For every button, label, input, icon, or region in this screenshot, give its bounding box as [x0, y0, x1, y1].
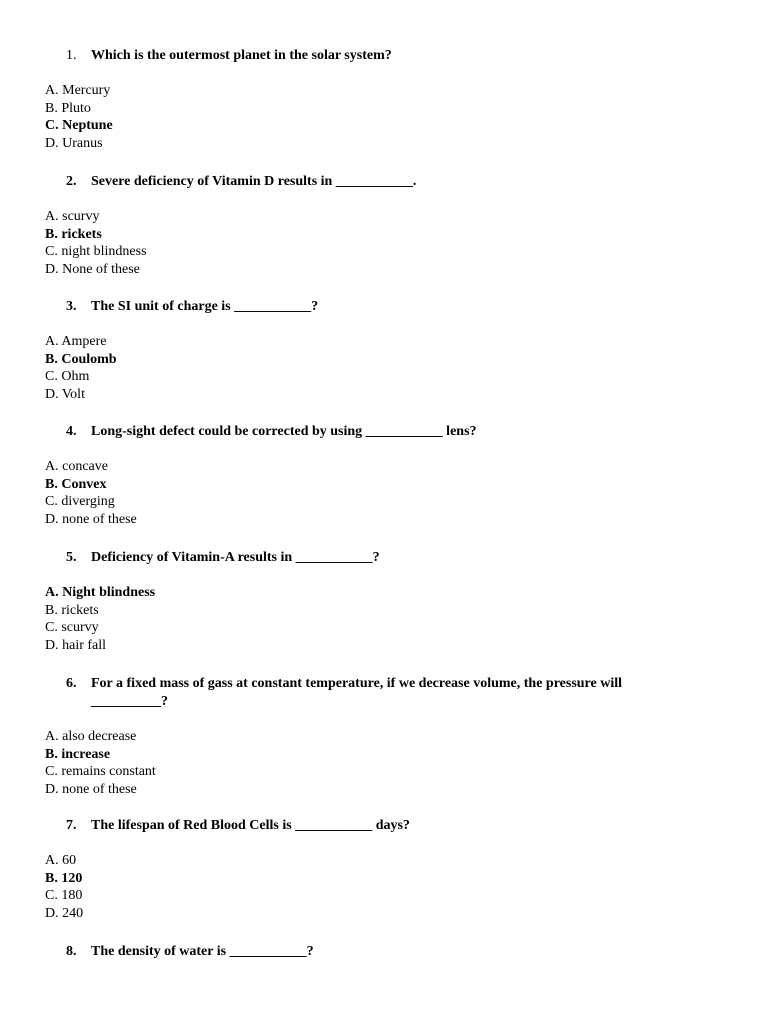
option-letter: C.: [45, 620, 58, 636]
option-b: [0, 870, 768, 888]
option-text: scurvy: [61, 620, 99, 636]
option-list: [0, 82, 768, 152]
option-letter: A.: [45, 585, 59, 600]
option-d: [0, 135, 768, 153]
option-letter: A.: [45, 83, 59, 98]
option-letter: B.: [45, 100, 58, 116]
option-text: rickets: [61, 602, 99, 618]
option-letter: C.: [45, 888, 58, 904]
option-letter: D.: [45, 386, 59, 402]
question-text: Which is the outermost planet in the solar system?: [91, 48, 392, 63]
option-text: none of these: [62, 511, 137, 527]
question-2: [0, 173, 768, 278]
question-8: [0, 943, 768, 961]
question-text: Long-sight defect could be corrected by using ___________ lens?: [91, 424, 477, 439]
option-a: [0, 852, 768, 870]
option-text: Coulomb: [61, 351, 117, 367]
option-letter: D.: [45, 511, 59, 527]
option-text: 180: [61, 888, 83, 904]
option-letter: D.: [45, 637, 59, 653]
option-text: also decrease: [62, 729, 137, 744]
question-7: [0, 817, 768, 922]
option-b: [0, 746, 768, 764]
option-letter: D.: [45, 905, 59, 921]
option-text: Pluto: [61, 100, 91, 116]
option-text: 240: [62, 905, 84, 921]
option-d: [0, 511, 768, 529]
option-text: Convex: [61, 476, 107, 492]
question-number: 3.: [66, 299, 77, 314]
option-letter: A.: [45, 729, 59, 744]
option-letter: B.: [45, 226, 58, 242]
option-letter: A.: [45, 334, 59, 349]
question-number: 8.: [66, 944, 77, 959]
option-text: 120: [61, 870, 83, 886]
question-text: For a fixed mass of gass at constant temperature, if we decrease volume, the pressure will: [91, 676, 623, 691]
option-b: [0, 476, 768, 494]
option-letter: C.: [45, 494, 58, 510]
option-a: [0, 82, 768, 100]
option-letter: B.: [45, 476, 58, 492]
option-letter: C.: [45, 118, 59, 134]
option-c: [0, 243, 768, 261]
option-b: [0, 100, 768, 118]
option-c: [0, 493, 768, 511]
option-a: [0, 728, 768, 746]
option-list: [0, 728, 768, 798]
option-a: [0, 584, 768, 602]
option-text: 60: [62, 853, 77, 868]
option-c: [0, 763, 768, 781]
option-letter: D.: [45, 781, 59, 797]
option-d: [0, 386, 768, 404]
option-text: Ohm: [61, 369, 90, 385]
option-letter: B.: [45, 351, 58, 367]
question-text: The lifespan of Red Blood Cells is ___________ days?: [91, 818, 410, 833]
option-text: increase: [61, 746, 111, 762]
option-a: [0, 333, 768, 351]
question-number: 5.: [66, 550, 77, 565]
option-letter: B.: [45, 746, 58, 762]
question-number: 7.: [66, 818, 77, 833]
question-number: 2.: [66, 174, 77, 189]
option-list: [0, 852, 768, 922]
option-letter: A.: [45, 853, 59, 868]
option-text: Neptune: [62, 118, 113, 134]
question-text: Severe deficiency of Vitamin D results in ___________.: [91, 174, 417, 189]
question-6: [0, 675, 768, 798]
option-c: [0, 619, 768, 637]
option-text: concave: [62, 459, 108, 474]
question-text: The SI unit of charge is ___________?: [91, 299, 319, 314]
option-list: [0, 208, 768, 278]
option-letter: D.: [45, 135, 59, 151]
question-4: [0, 423, 768, 528]
option-a: [0, 208, 768, 226]
option-text: Mercury: [62, 83, 111, 98]
option-text: scurvy: [62, 209, 100, 224]
option-list: [0, 584, 768, 654]
option-b: [0, 226, 768, 244]
option-text: rickets: [61, 226, 102, 242]
option-d: [0, 781, 768, 799]
option-list: [0, 458, 768, 528]
question-text-continuation: __________?: [91, 694, 168, 709]
option-c: [0, 887, 768, 905]
option-letter: A.: [45, 459, 59, 474]
option-text: none of these: [62, 781, 137, 797]
option-letter: C.: [45, 369, 58, 385]
option-b: [0, 351, 768, 369]
option-text: Night blindness: [62, 585, 156, 600]
question-3: [0, 298, 768, 403]
option-list: [0, 333, 768, 403]
option-letter: B.: [45, 870, 58, 886]
option-text: Ampere: [61, 334, 107, 349]
option-letter: D.: [45, 261, 59, 277]
question-text: Deficiency of Vitamin-A results in ___________?: [91, 550, 380, 565]
option-a: [0, 458, 768, 476]
option-d: [0, 261, 768, 279]
question-5: [0, 549, 768, 654]
question-text: The density of water is ___________?: [91, 944, 314, 959]
question-number: 4.: [66, 424, 77, 439]
option-d: [0, 637, 768, 655]
question-number: 6.: [66, 676, 77, 691]
option-text: None of these: [62, 261, 140, 277]
question-number: 1.: [66, 48, 77, 63]
option-text: remains constant: [61, 764, 156, 780]
option-c: [0, 368, 768, 386]
option-letter: A.: [45, 209, 59, 224]
option-text: night blindness: [61, 244, 147, 260]
question-1: [0, 47, 768, 152]
option-letter: C.: [45, 764, 58, 780]
option-letter: C.: [45, 244, 58, 260]
option-text: diverging: [61, 494, 115, 510]
option-text: Volt: [61, 386, 85, 402]
option-text: hair fall: [62, 637, 107, 653]
option-letter: B.: [45, 602, 58, 618]
option-text: Uranus: [62, 135, 103, 151]
option-b: [0, 602, 768, 620]
option-d: [0, 905, 768, 923]
option-c: [0, 117, 768, 135]
